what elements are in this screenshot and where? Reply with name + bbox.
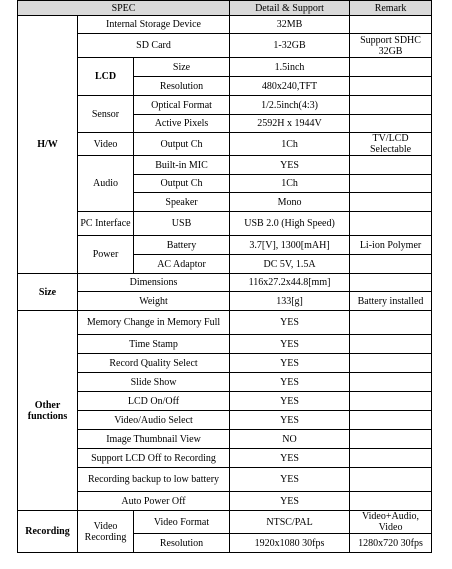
weight-label: Weight — [78, 292, 230, 311]
other-remark — [350, 492, 432, 511]
table-row — [18, 34, 432, 58]
other-label: Record Quality Select — [78, 354, 230, 373]
power-battery-value: 3.7[V], 1300[mAH] — [230, 236, 350, 255]
power-label: Power — [78, 236, 134, 274]
power-battery-remark: Li-ion Polymer — [350, 236, 432, 255]
table-row — [18, 311, 432, 335]
storage-label: Internal Storage Device — [78, 16, 230, 34]
table-row — [18, 430, 432, 449]
table-row — [18, 335, 432, 354]
audio-speaker-label: Speaker — [134, 193, 230, 212]
weight-value: 133[g] — [230, 292, 350, 311]
audio-out-label: Output Ch — [134, 175, 230, 193]
header-spec: SPEC — [18, 1, 230, 16]
lcd-size-label: Size — [134, 58, 230, 77]
other-label: Slide Show — [78, 373, 230, 392]
other-label: Recording backup to low battery — [78, 468, 230, 492]
video-value: 1Ch — [230, 133, 350, 156]
sd-remark: Support SDHC 32GB — [350, 34, 432, 58]
header-detail: Detail & Support — [230, 1, 350, 16]
other-remark — [350, 354, 432, 373]
spec-table — [17, 0, 432, 553]
other-remark — [350, 430, 432, 449]
audio-out-remark — [350, 175, 432, 193]
power-battery-label: Battery — [134, 236, 230, 255]
other-remark — [350, 449, 432, 468]
other-value: YES — [230, 492, 350, 511]
video-label: Video — [78, 133, 134, 156]
other-remark — [350, 392, 432, 411]
group-other: Other functions — [18, 311, 78, 511]
pc-remark — [350, 212, 432, 236]
audio-out-value: 1Ch — [230, 175, 350, 193]
other-label: Auto Power Off — [78, 492, 230, 511]
lcd-size-remark — [350, 58, 432, 77]
lcd-size-value: 1.5inch — [230, 58, 350, 77]
table-row — [18, 212, 432, 236]
table-row — [18, 96, 432, 115]
storage-remark — [350, 16, 432, 34]
other-value: NO — [230, 430, 350, 449]
table-row — [18, 58, 432, 77]
other-label: Support LCD Off to Recording — [78, 449, 230, 468]
sensor-pixels-label: Active Pixels — [134, 115, 230, 133]
recording-format-remark: Video+Audio, Video — [350, 511, 432, 534]
recording-res-value: 1920x1080 30fps — [230, 534, 350, 553]
sensor-optical-label: Optical Format — [134, 96, 230, 115]
recording-label: Video Recording — [78, 511, 134, 553]
weight-remark: Battery installed — [350, 292, 432, 311]
audio-mic-remark — [350, 156, 432, 175]
other-label: Time Stamp — [78, 335, 230, 354]
table-row — [18, 354, 432, 373]
table-row — [18, 274, 432, 292]
table-row — [18, 292, 432, 311]
lcd-res-remark — [350, 77, 432, 96]
other-value: YES — [230, 411, 350, 430]
video-sub-label: Output Ch — [134, 133, 230, 156]
other-label: Memory Change in Memory Full — [78, 311, 230, 335]
sd-label: SD Card — [78, 34, 230, 58]
audio-speaker-value: Mono — [230, 193, 350, 212]
audio-speaker-remark — [350, 193, 432, 212]
power-ac-remark — [350, 255, 432, 274]
other-value: YES — [230, 373, 350, 392]
table-row — [18, 133, 432, 156]
video-remark: TV/LCD Selectable — [350, 133, 432, 156]
table-row — [18, 468, 432, 492]
lcd-res-value: 480x240,TFT — [230, 77, 350, 96]
recording-res-remark: 1280x720 30fps — [350, 534, 432, 553]
audio-mic-label: Built-in MIC — [134, 156, 230, 175]
power-ac-label: AC Adaptor — [134, 255, 230, 274]
table-row — [18, 392, 432, 411]
audio-label: Audio — [78, 156, 134, 212]
header-row — [18, 1, 432, 16]
sensor-optical-value: 1/2.5inch(4:3) — [230, 96, 350, 115]
lcd-label: LCD — [78, 58, 134, 96]
power-ac-value: DC 5V, 1.5A — [230, 255, 350, 274]
other-value: YES — [230, 335, 350, 354]
table-row — [18, 511, 432, 534]
other-label: Image Thumbnail View — [78, 430, 230, 449]
sensor-label: Sensor — [78, 96, 134, 133]
other-value: YES — [230, 354, 350, 373]
other-value: YES — [230, 311, 350, 335]
other-label: Video/Audio Select — [78, 411, 230, 430]
header-remark: Remark — [350, 1, 432, 16]
dimensions-value: 116x27.2x44.8[mm] — [230, 274, 350, 292]
pc-sub-label: USB — [134, 212, 230, 236]
sensor-pixels-value: 2592H x 1944V — [230, 115, 350, 133]
table-row — [18, 156, 432, 175]
audio-mic-value: YES — [230, 156, 350, 175]
table-row — [18, 449, 432, 468]
storage-value: 32MB — [230, 16, 350, 34]
other-value: YES — [230, 392, 350, 411]
sd-value: 1-32GB — [230, 34, 350, 58]
group-size: Size — [18, 274, 78, 311]
table-row — [18, 16, 432, 34]
other-remark — [350, 411, 432, 430]
recording-format-label: Video Format — [134, 511, 230, 534]
other-value: YES — [230, 468, 350, 492]
recording-format-value: NTSC/PAL — [230, 511, 350, 534]
sensor-pixels-remark — [350, 115, 432, 133]
table-row — [18, 236, 432, 255]
table-row — [18, 411, 432, 430]
sensor-optical-remark — [350, 96, 432, 115]
other-remark — [350, 468, 432, 492]
recording-res-label: Resolution — [134, 534, 230, 553]
dimensions-remark — [350, 274, 432, 292]
pc-label: PC Interface — [78, 212, 134, 236]
other-remark — [350, 373, 432, 392]
other-remark — [350, 335, 432, 354]
lcd-res-label: Resolution — [134, 77, 230, 96]
table-row — [18, 373, 432, 392]
group-recording: Recording — [18, 511, 78, 553]
pc-value: USB 2.0 (High Speed) — [230, 212, 350, 236]
other-label: LCD On/Off — [78, 392, 230, 411]
table-row — [18, 492, 432, 511]
other-value: YES — [230, 449, 350, 468]
group-hw: H/W — [18, 16, 78, 274]
dimensions-label: Dimensions — [78, 274, 230, 292]
other-remark — [350, 311, 432, 335]
